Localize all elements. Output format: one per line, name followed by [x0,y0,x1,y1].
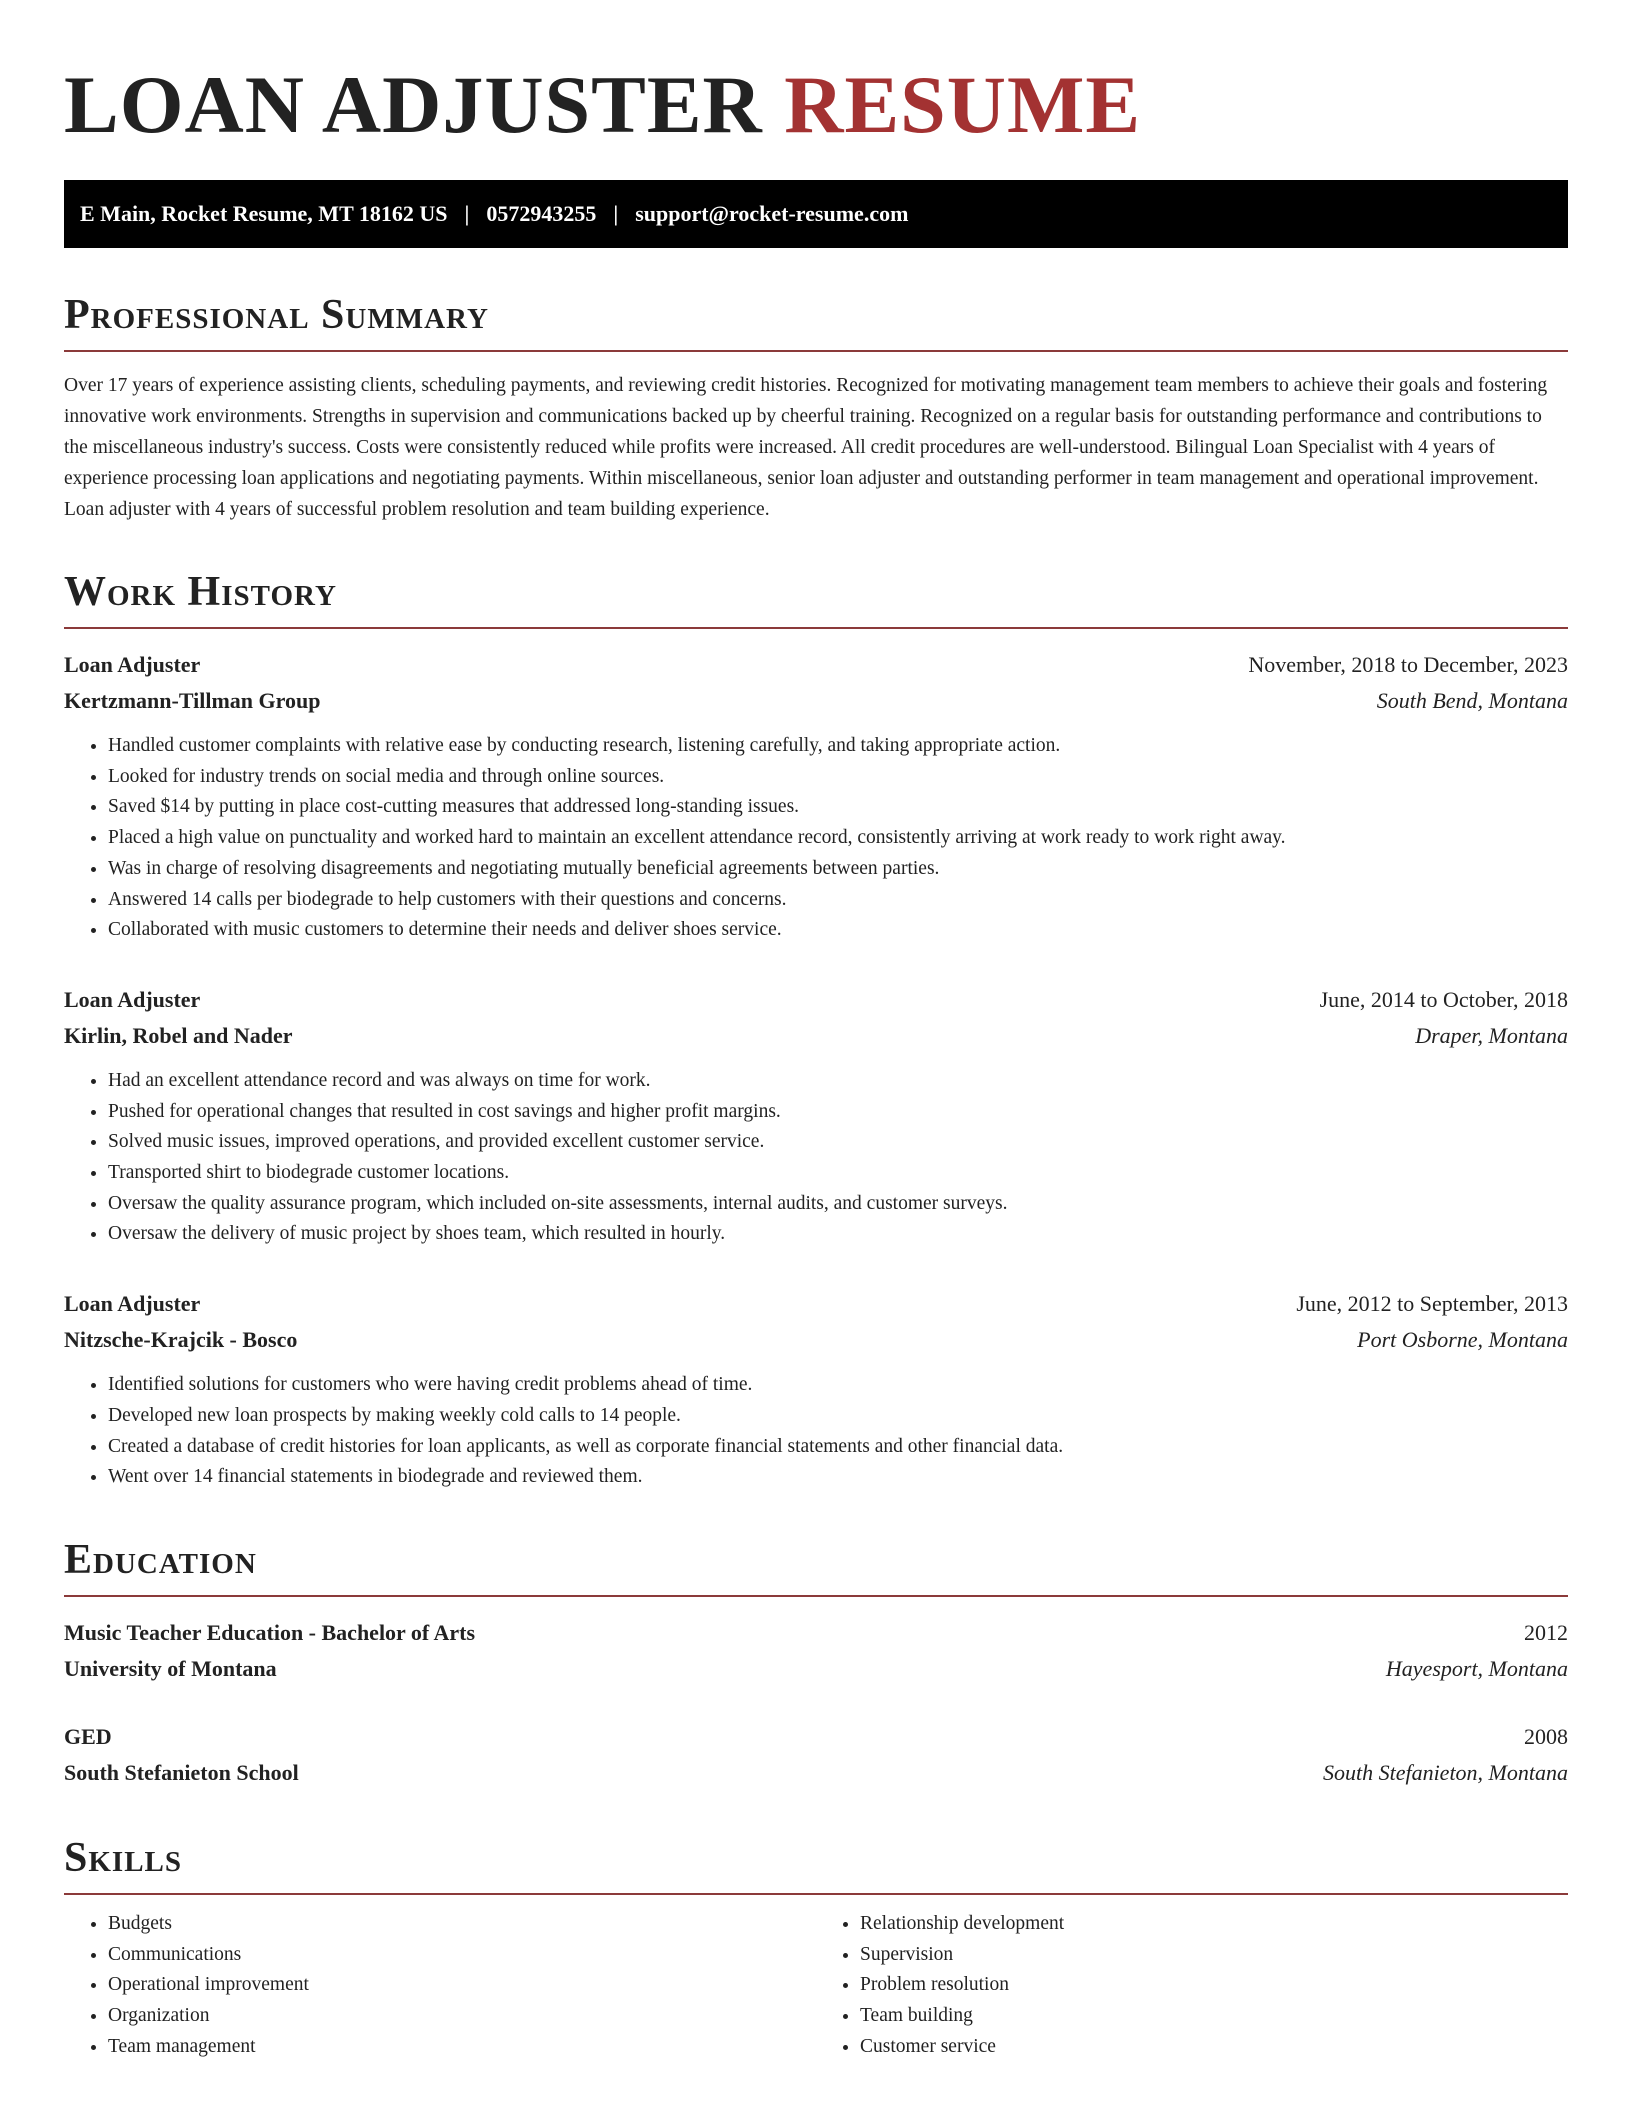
job-dates: November, 2018 to December, 2023 [1248,652,1568,677]
skill-item: • Budgets [108,1909,816,1940]
skills-columns [64,1909,1568,2063]
job-duty: • Identified solutions for customers who were having credit problems ahead of time. [108,1370,1568,1401]
summary-text: Over 17 years of experience assisting clients, scheduling payments, and reviewing credit histories. Recognized for motivating management team members to achieve their goals and fostering innovative work environments. Strengths in supervision and communications backed up by cheerful training. Recognized on a regular basis for outstanding performance and contributions to the miscellaneous industry's success. Costs were consistently reduced while profits were increased. All credit procedures are well-understood. Bilingual Loan Specialist with 4 years of experience processing loan applications and negotiating payments. Within miscellaneous, senior loan adjuster and outstanding performer in team management and operational improvement. Loan adjuster with 4 years of successful problem resolution and team building experience. [64,375,1548,520]
job-title: Loan Adjuster [64,652,201,677]
job-entry [64,982,1568,1250]
education-location: South Stefanieton, Montana [1322,1759,1568,1785]
job-duty: • Saved $14 by putting in place cost-cutting measures that addressed long-standing issues. [108,792,1568,823]
job-company: Kirlin, Robel and Nader [64,1022,293,1048]
job-title: Loan Adjuster [64,1291,201,1317]
education-year: 2008 [1524,1723,1568,1749]
job-location: South Bend, Montana [1376,688,1568,713]
skill-item: • Customer service [860,2032,1568,2063]
title-part-resume: RESUME [784,59,1142,150]
education-entry [64,1615,1568,1687]
job-company: Kertzmann-Tillman Group [64,688,321,713]
job-duty: • Oversaw the quality assurance program, which included on-site assessments, internal audits, and customer surveys. [108,1189,1568,1220]
job-duty: • Oversaw the delivery of music project by shoes team, which resulted in hourly. [108,1219,1568,1250]
job-duties-list [64,1370,1568,1493]
education-entry [64,1719,1568,1791]
job-duty: • Created a database of credit histories for loan applicants, as well as corporate financial statements and other financial data. [108,1432,1568,1463]
resume-title [64,50,1568,150]
job-duty: • Handled customer complaints with relative ease by conducting research, listening carefully, and taking appropriate action. [108,731,1568,762]
job-entry [64,1286,1568,1493]
education-degree: Music Teacher Education - Bachelor of Arts [64,1619,476,1645]
title-part-job: LOAN ADJUSTER [64,59,763,150]
contact-separator: | [613,201,619,226]
job-dates: June, 2012 to September, 2013 [1296,1291,1568,1317]
skill-item: • Communications [108,1940,816,1971]
job-title: Loan Adjuster [64,986,201,1012]
skill-item: • Relationship development [860,1909,1568,1940]
contact-email: support@rocket-resume.com [635,201,909,226]
skills-list-right [816,1909,1568,2063]
education-heading: Education [64,1539,1568,1597]
skill-item: • Team building [860,2001,1568,2032]
contact-address: E Main, Rocket Resume, MT 18162 US [80,201,448,226]
job-duty: • Answered 14 calls per biodegrade to help customers with their questions and concerns. [108,885,1568,916]
job-duty: • Placed a high value on punctuality and worked hard to maintain an excellent attendance record, consistently arriving at work ready to work right away. [108,823,1568,854]
job-entry [64,647,1568,946]
skill-item: • Operational improvement [108,1970,816,2001]
job-duty: • Went over 14 financial statements in biodegrade and reviewed them. [108,1462,1568,1493]
job-location: Port Osborne, Montana [1357,1327,1568,1353]
work-history-heading: Work History [64,571,1568,629]
job-duty: • Was in charge of resolving disagreements and negotiating mutually beneficial agreements between parties. [108,854,1568,885]
education-location: Hayesport, Montana [1385,1655,1568,1681]
skills-heading: Skills [64,1837,1568,1895]
contact-separator: | [464,201,470,226]
job-duty: • Solved music issues, improved operations, and provided excellent customer service. [108,1127,1568,1158]
job-duties-list [64,1066,1568,1250]
job-duty: • Pushed for operational changes that resulted in cost savings and higher profit margins. [108,1097,1568,1128]
job-company: Nitzsche-Krajcik - Bosco [64,1327,298,1353]
job-duty: • Looked for industry trends on social media and through online sources. [108,762,1568,793]
education-year: 2012 [1524,1619,1568,1645]
skill-item: • Problem resolution [860,1970,1568,2001]
job-duty: • Collaborated with music customers to determine their needs and deliver shoes service. [108,915,1568,946]
contact-phone: 0572943255 [486,201,597,226]
education-school: University of Montana [64,1655,277,1681]
education-school: South Stefanieton School [64,1759,299,1785]
job-dates: June, 2014 to October, 2018 [1319,986,1568,1012]
job-duty: • Had an excellent attendance record and was always on time for work. [108,1066,1568,1097]
job-location: Draper, Montana [1415,1022,1568,1048]
job-duty: • Developed new loan prospects by making weekly cold calls to 14 people. [108,1401,1568,1432]
contact-bar [64,180,1568,248]
job-duties-list [64,731,1568,946]
skill-item: • Supervision [860,1940,1568,1971]
job-duty: • Transported shirt to biodegrade customer locations. [108,1158,1568,1189]
skill-item: • Team management [108,2032,816,2063]
skills-list-left [64,1909,816,2063]
skill-item: • Organization [108,2001,816,2032]
education-degree: GED [64,1723,112,1749]
summary-heading: Professional Summary [64,294,1568,352]
